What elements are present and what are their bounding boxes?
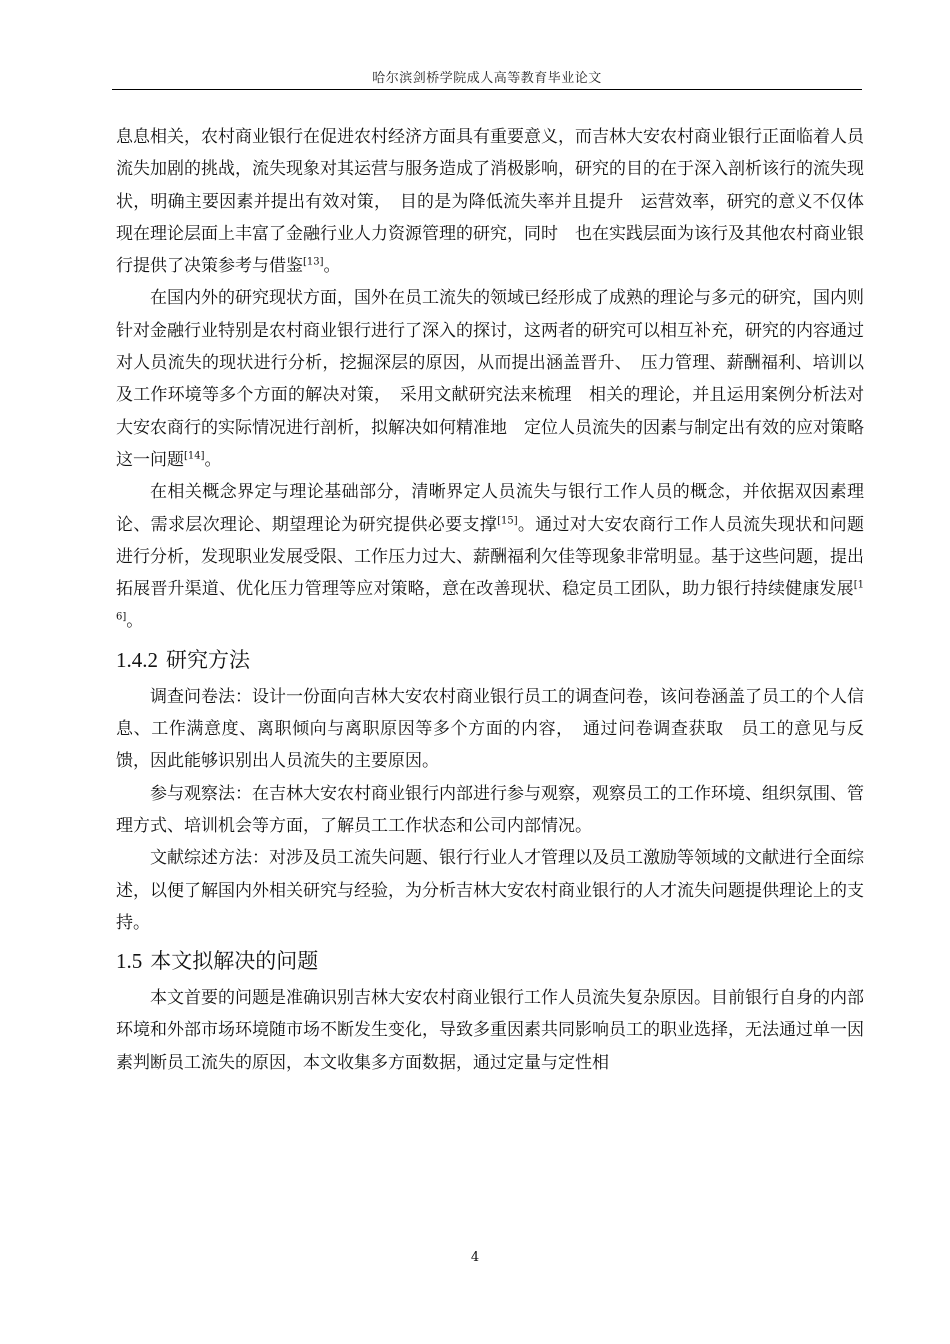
- section-heading-problems: [116, 939, 864, 982]
- paragraph-end: 。: [323, 256, 341, 277]
- paragraph-questionnaire-method: 调查问卷法：设计一份面向吉林大安农村商业银行员工的调查问卷，该问卷涵盖了员工的个人信息、工作满意度、离职倾向与离职原因等多个方面的内容， 通过问卷调查获取 员工的意见与反馈，因此能够识别出人员流失的主要原因。: [116, 686, 864, 772]
- paragraph-text: 。通过对大安农商行工作人员流失现状和问题进行分析，发现职业发展受限、工作压力过大、薪酬福利欠佳等现象非常明显。基于这些问题，提出拓展晋升渠道、优化压力管理等应对策略，意在改善现状、稳定员工团队，助力银行持续健康发展: [116, 514, 865, 600]
- citation-ref: [16]: [116, 579, 864, 623]
- paragraph-research-status: [116, 282, 864, 476]
- section-heading-research-methods: [116, 638, 864, 681]
- citation-ref: [15]: [497, 514, 518, 526]
- header-title: 哈尔滨剑桥学院成人高等教育毕业论文: [372, 71, 602, 86]
- paragraph-text: 在国内外的研究现状方面，国外在员工流失的领域已经形成了成熟的理论与多元的研究，国内则针对金融行业特别是农村商业银行进行了深入的探讨，这两者的研究可以相互补充，研究的内容通过对人员流失的现状进行分析，挖掘深层的原因，从而提出涵盖晋升、 压力管理、薪酬福利、培训以及工作环境等多个方面的解决对策， 采用文献研究法来梳理 相关的理论，并且运用案例分析法对大安农商行的实际情况进行剖析，拟解决如何精准地 定位人员流失的因素与制定出有效的应对策略这一问题: [116, 288, 864, 470]
- paragraph-literature-method: 文献综述方法：对涉及员工流失问题、银行行业人才管理以及员工激励等领域的文献进行全面综述，以便了解国内外相关研究与经验，为分析吉林大安农村商业银行的人才流失问题提供理论上的支持。: [116, 848, 864, 933]
- citation-ref: [14]: [184, 450, 205, 462]
- paragraph-text: 息息相关，农村商业银行在促进农村经济方面具有重要意义，而吉林大安农村商业银行正面临着人员流失加剧的挑战，流失现象对其运营与服务造成了消极影响，研究的目的在于深入剖析该行的流失现状，明确主要因素并提出有效对策， 目的是为降低流失率并且提升 运营效率，研究的意义不仅体现在理论层面上丰富了金融行业人力资源管理的研究，同时 也在实践层面为该行及其他农村商业银行提供了决策参考与借鉴: [116, 127, 864, 277]
- paragraph-main-problem: 本文首要的问题是准确识别吉林大安农村商业银行工作人员流失复杂原因。目前银行自身的内部环境和外部市场环境随市场不断发生变化，导致多重因素共同影响员工的职业选择，无法通过单一因素判断员工流失的原因，本文收集多方面数据，通过定量与定性相: [116, 988, 864, 1073]
- section-title: 本文拟解决的问题: [150, 949, 319, 974]
- paragraph-theory-basis: [116, 476, 864, 637]
- paragraph-end: 。: [204, 449, 222, 470]
- paragraph-text: 在相关概念界定与理论基础部分，清晰界定人员流失与银行工作人员的概念，并依据双因素理论、需求层次理论、期望理论为研究提供必要支撑: [116, 482, 864, 535]
- page-header: [112, 60, 862, 90]
- section-title: 研究方法: [166, 647, 250, 672]
- document-body: [116, 121, 864, 1079]
- citation-ref: [13]: [303, 256, 324, 268]
- paragraph-end: 。: [126, 611, 144, 632]
- paragraph-observation-method: 参与观察法：在吉林大安农村商业银行内部进行参与观察，观察员工的工作环境、组织氛围、管理方式、培训机会等方面，了解员工工作状态和公司内部情况。: [116, 783, 864, 836]
- section-number: 1.5: [116, 949, 143, 974]
- page-number: 4: [470, 1250, 480, 1265]
- section-number: 1.4.2: [116, 647, 158, 672]
- paragraph-research-purpose: [116, 121, 864, 282]
